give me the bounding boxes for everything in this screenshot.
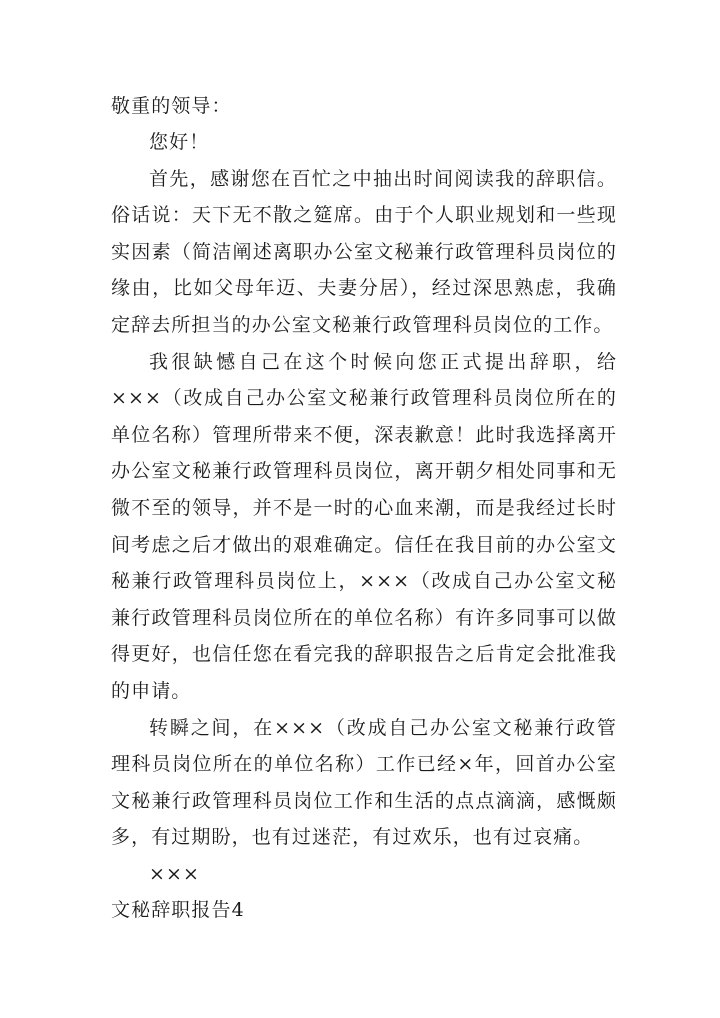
letter-body <box>111 88 617 928</box>
paragraph-1: 首先，感谢您在百忙之中抽出时间阅读我的辞职信。俗话说：天下无不散之筵席。由于个人职业规划和一些现实因素（简洁阐述离职办公室文秘兼行政管理科员岗位的缘由，比如父母年迈、夫妻分居），经过深思熟虑，我确定辞去所担当的办公室文秘兼行政管理科员岗位的工作。 <box>111 167 617 336</box>
paragraph-2: 我很缺憾自己在这个时候向您正式提出辞职，给×××（改成自己办公室文秘兼行政管理科员岗位所在的单位名称）管理所带来不便，深表歉意！此时我选择离开办公室文秘兼行政管理科员岗位，离开朝夕相处同事和无微不至的领导，并不是一时的心血来潮，而是我经过长时间考虑之后才做出的艰难确定。信任在我目前的办公室文秘兼行政管理科员岗位上，×××（改成自己办公室文秘兼行政管理科员岗位所在的单位名称）有许多同事可以做得更好，也信任您在看完我的辞职报告之后肯定会批准我的申请。 <box>111 350 617 702</box>
paragraph-3: 转瞬之间，在×××（改成自己办公室文秘兼行政管理科员岗位所在的单位名称）工作已经×年，回首办公室文秘兼行政管理科员岗位工作和生活的点点滴滴，感慨颇多，有过期盼，也有过迷茫，有过欢乐，也有过哀痛。 <box>111 716 617 849</box>
signature: ××× <box>149 862 201 885</box>
greeting-line: 您好！ <box>149 131 210 153</box>
next-section-heading: 文秘辞职报告4 <box>111 898 245 921</box>
salutation: 敬重的领导： <box>111 95 232 117</box>
